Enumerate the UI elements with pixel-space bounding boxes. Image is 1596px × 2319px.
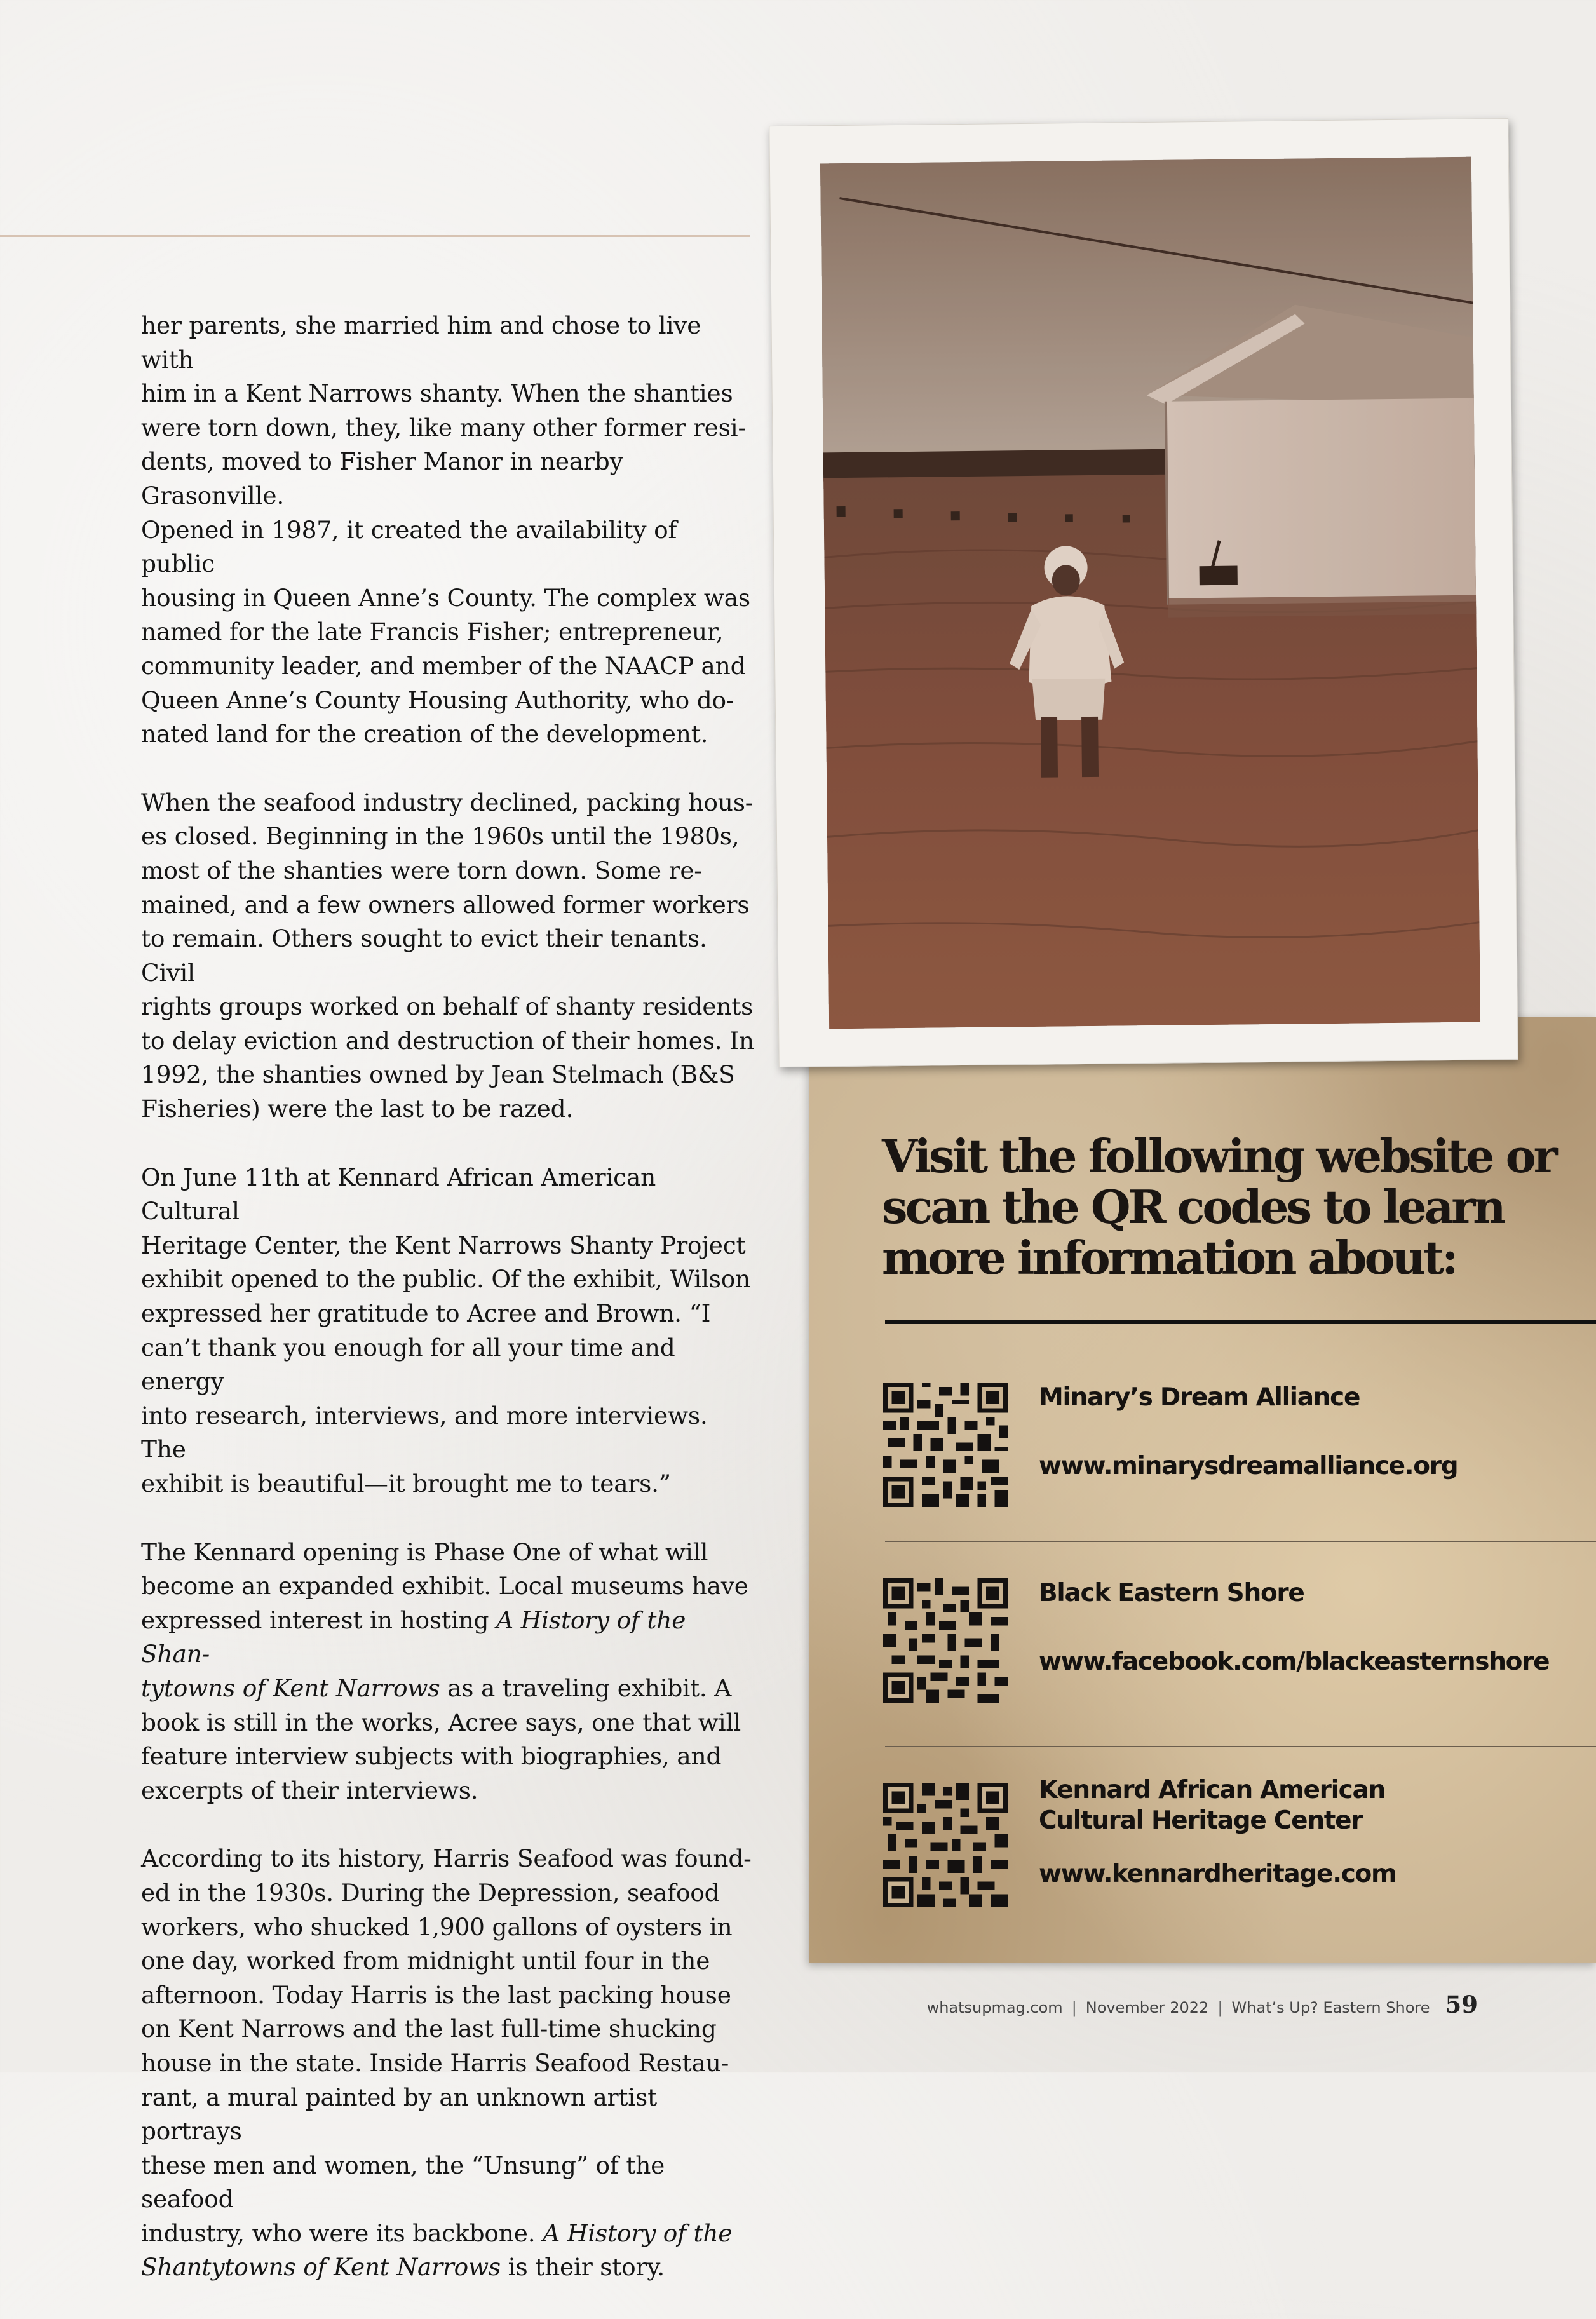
resource-kennard-heritage-center <box>883 1776 1596 1948</box>
resource-name: Minary’s Dream Alliance <box>1039 1383 1360 1412</box>
footer-separator: | <box>1071 1999 1077 2017</box>
paragraph-3: On June 11th at Kennard African American Cultural Heritage Center, the Kent Narrows Shanty Project exhibit opened to the public. Of the exhibit, Wilson expressed her gratitude to Acree and Brown. “I can’t thank you enough for all your time and energy into research, interviews, and more interviews. The exhibit is beautiful—it brought me to tears.” <box>141 1163 751 1498</box>
footer-issue: November 2022 <box>1085 1999 1209 2017</box>
resource-divider <box>885 1541 1596 1542</box>
qr-code-icon[interactable] <box>883 1383 1008 1507</box>
heading-divider <box>885 1320 1596 1324</box>
resource-link[interactable]: www.kennardheritage.com <box>1039 1860 1396 1888</box>
qr-code-icon[interactable] <box>883 1783 1008 1907</box>
paragraph-2: When the seafood industry declined, packing hous- es closed. Beginning in the 1960s until the 1980s, most of the shanties were torn down. Some re- mained, and a few owners allowed former workers to remain. Others sought to evict their tenants. Civil rights groups worked on behalf of shanty residents to delay eviction and destruction of their homes. In 1992, the shanties owned by Jean Stelmach (B&S Fisheries) were the last to be razed. <box>141 788 754 1123</box>
sidebar-heading: Visit the following website or scan the QR codes to learn more information about: <box>882 1129 1555 1285</box>
footer-magazine: What’s Up? Eastern Shore <box>1231 1999 1430 2017</box>
paragraph-5: According to its history, Harris Seafood was found- ed in the 1930s. During the Depression, seafood workers, who shucked 1,900 gallons of oysters in one day, worked from midnight until four in the afternoon. Today Harris is the last packing house on Kent Narrows and the last full-time shucking house in the state. Inside Harris Seafood Restau- rant, a mural painted by an unknown artist portrays these men and women, the “Unsung” of the seafood industry, who were its backbone. A History of the Shantytowns of Kent Narrows is their story. <box>141 1844 752 2282</box>
page-number: 59 <box>1445 1991 1478 2018</box>
resource-divider <box>885 1746 1596 1747</box>
qr-code-icon[interactable] <box>883 1578 1008 1703</box>
page-footer <box>927 1991 1478 2029</box>
paragraph-4: The Kennard opening is Phase One of what will become an expanded exhibit. Local museums have expressed interest in hosting A History of the Shan- tytowns of Kent Narrows as a traveling exhibit. A book is still in the works, Acree says, one that will feature interview subjects with biographies, and excerpts of their interviews. <box>141 1538 748 1804</box>
footer-separator: | <box>1217 1999 1223 2017</box>
resource-link[interactable]: www.minarysdreamalliance.org <box>1039 1452 1458 1480</box>
book-title: A History of the Shantytowns of Kent Narrows <box>141 2219 733 2282</box>
paragraph-1: her parents, she married him and chose to live with him in a Kent Narrows shanty. When the shanties were torn down, they, like many other former resi- dents, moved to Fisher Manor in nearby Grasonville. Opened in 1987, it created the availability of public housing in Queen Anne’s County. The complex was named for the late Francis Fisher; entrepreneur, community leader, and member of the NAACP and Queen Anne’s County Housing Authority, who do- nated land for the creation of the development. <box>141 311 750 748</box>
resource-name: Black Eastern Shore <box>1039 1579 1304 1607</box>
resource-link[interactable]: www.facebook.com/blackeasternshore <box>1039 1647 1550 1676</box>
top-divider <box>0 235 750 237</box>
resource-name: Kennard African American Cultural Heritage Center <box>1039 1776 1385 1835</box>
book-title: A History of the Shan- tytowns of Kent Narrows <box>141 1606 686 1702</box>
vintage-photo <box>820 157 1480 1029</box>
article-body <box>141 309 757 2319</box>
footer-site[interactable]: whatsupmag.com <box>926 1999 1063 2017</box>
resource-minarys-dream-alliance <box>883 1383 1596 1548</box>
resource-black-eastern-shore <box>883 1578 1596 1743</box>
